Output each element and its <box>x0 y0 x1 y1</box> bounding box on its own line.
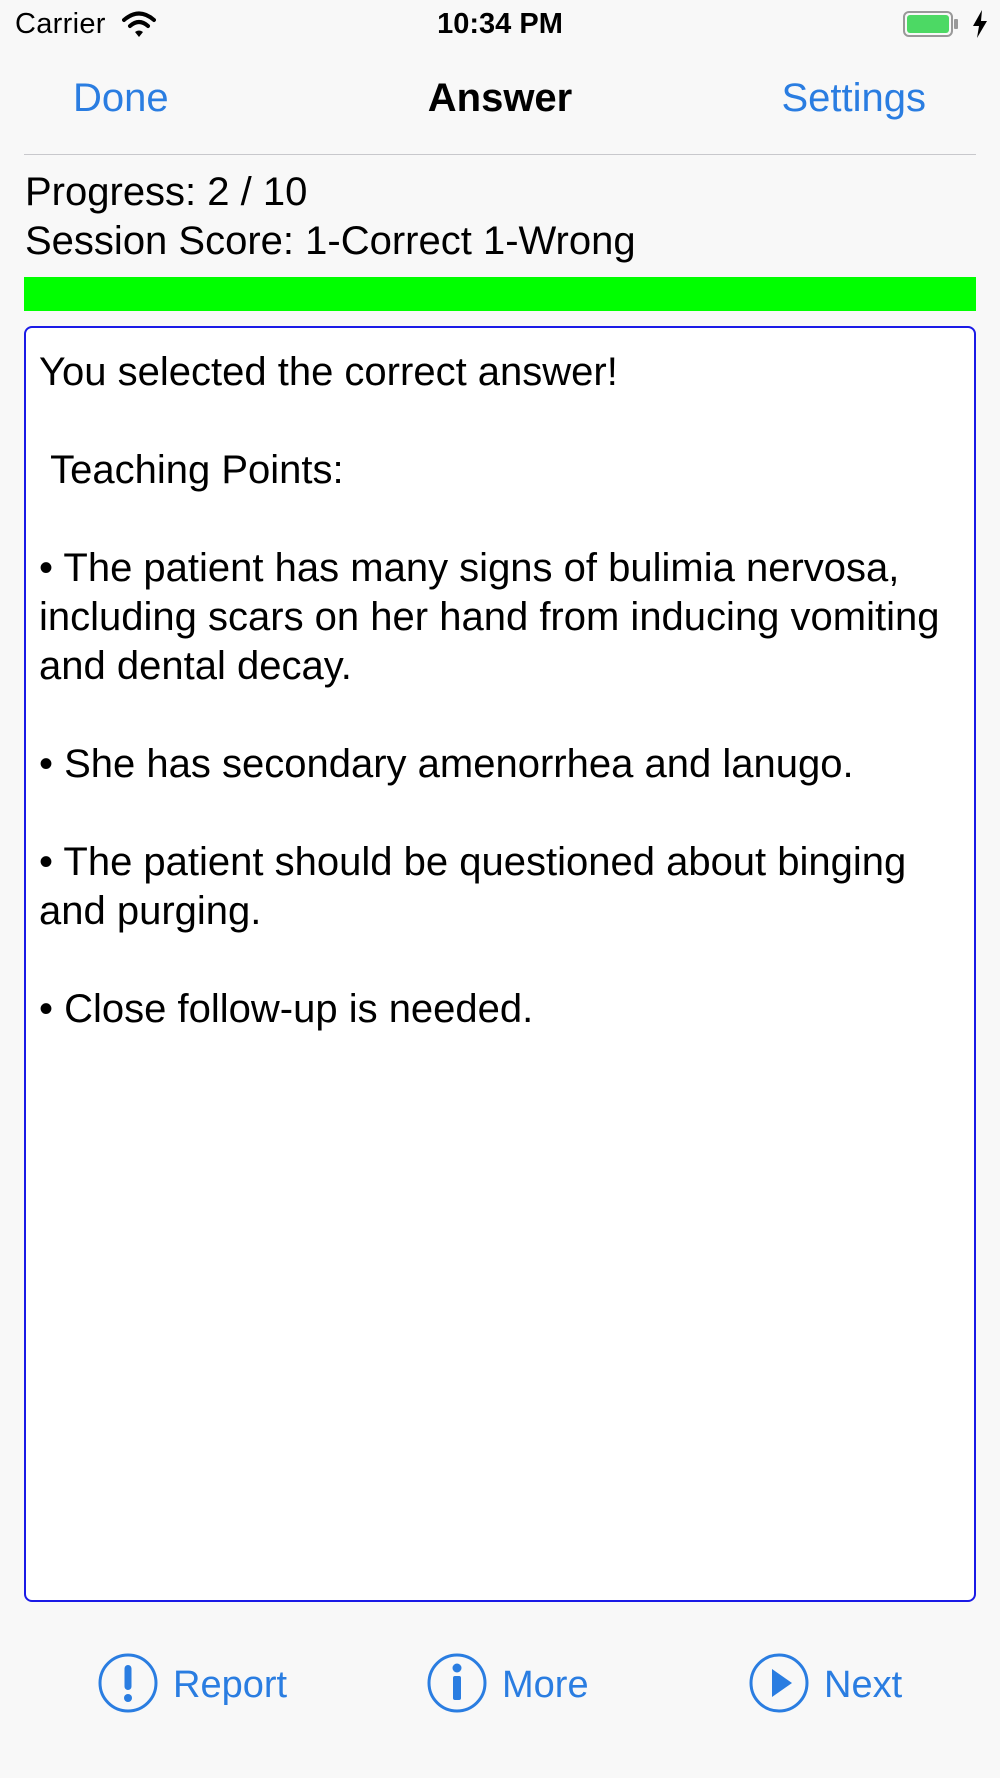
play-circle-icon <box>748 1652 810 1719</box>
carrier-label: Carrier <box>15 8 106 40</box>
status-time: 10:34 PM <box>437 8 563 40</box>
done-button[interactable]: Done <box>73 76 169 120</box>
report-button[interactable] <box>97 1645 287 1725</box>
bottom-toolbar <box>0 1645 1000 1725</box>
settings-button[interactable]: Settings <box>781 76 926 120</box>
navigation-bar <box>24 50 976 155</box>
exclamation-circle-icon <box>97 1652 159 1719</box>
more-label: More <box>502 1663 589 1706</box>
charging-bolt-icon <box>970 9 990 39</box>
answer-text-view[interactable] <box>24 326 976 1602</box>
info-circle-icon <box>426 1652 488 1719</box>
session-score-label: Session Score: 1-Correct 1-Wrong <box>25 219 636 263</box>
next-label: Next <box>824 1663 903 1706</box>
progress-info <box>25 168 636 266</box>
next-button[interactable] <box>748 1645 902 1725</box>
report-label: Report <box>173 1663 288 1706</box>
battery-icon <box>903 11 959 37</box>
progress-bar-fill <box>24 277 976 311</box>
progress-bar <box>24 277 976 311</box>
status-bar <box>0 0 1000 50</box>
answer-explanation: You selected the correct answer! Teaching Points: • The patient has many signs of bulimia nervosa, including scars on her hand from inducing vomiting and dental decay. • She has secondary amenorrhea and lanugo. • The patient should be questioned about binging and purging. • Close follow-up is needed. <box>39 350 940 1031</box>
page-title: Answer <box>427 76 573 120</box>
progress-label: Progress: 2 / 10 <box>25 170 308 214</box>
more-button[interactable] <box>426 1645 589 1725</box>
